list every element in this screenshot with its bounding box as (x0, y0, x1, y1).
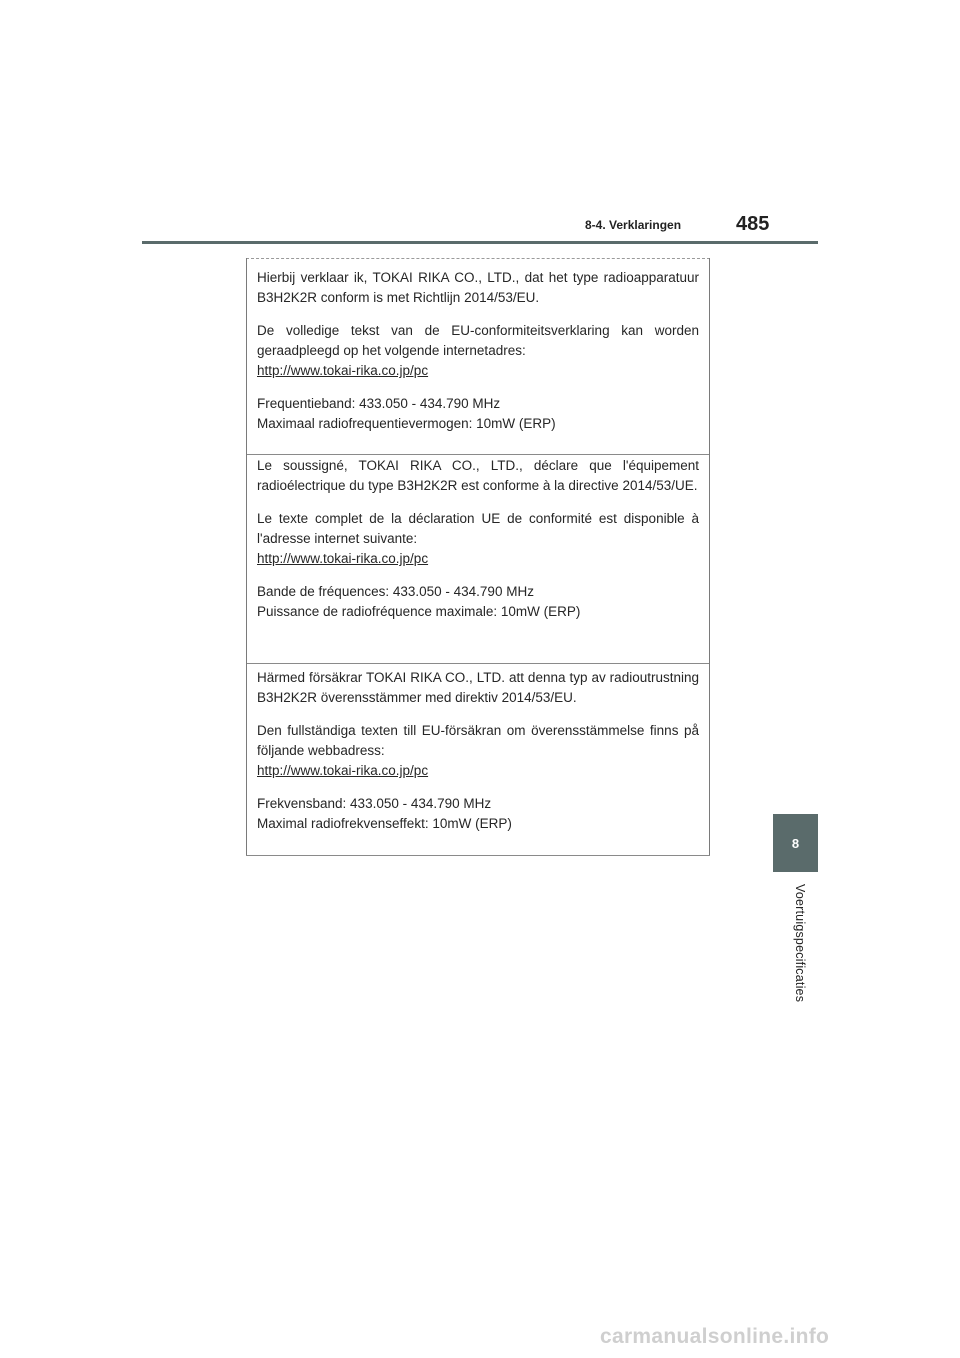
section-title: 8-4. Verklaringen (585, 218, 682, 232)
watermark: carmanualsonline.info (600, 1325, 830, 1348)
block-separator (247, 454, 709, 455)
declaration-block-swedish (247, 668, 709, 834)
chapter-title: Voertuigspecificaties (793, 884, 807, 1003)
max-power: Maximal radiofrekvenseffekt: 10mW (ERP) (257, 816, 512, 831)
declaration-url[interactable]: http://www.tokai-rika.co.jp/pc (257, 763, 429, 778)
page-number: 485 (736, 213, 770, 235)
chapter-number: 8 (791, 835, 800, 851)
declaration-block-dutch (247, 268, 709, 434)
declaration-fulltext-note: Le texte complet de la déclaration UE de conformité est disponible à l'adresse internet suivante: (257, 511, 699, 546)
frequency-band: Bande de fréquences: 433.050 - 434.790 MHz (257, 584, 534, 599)
declaration-statement: Hierbij verklaar ik, TOKAI RIKA CO., LTD., dat het type radioapparatuur B3H2K2R conform is met Richtlijn 2014/53/EU. (257, 270, 699, 305)
max-power: Maximaal radiofrequentievermogen: 10mW (ERP) (257, 416, 556, 431)
declaration-fulltext-note: Den fullständiga texten till EU-försäkran om överensstämmelse finns på följande webbadress: (257, 723, 699, 758)
frequency-band: Frequentieband: 433.050 - 434.790 MHz (257, 396, 501, 411)
declaration-box (246, 258, 710, 856)
declaration-block-french (247, 456, 709, 622)
frequency-band: Frekvensband: 433.050 - 434.790 MHz (257, 796, 492, 811)
max-power: Puissance de radiofréquence maximale: 10mW (ERP) (257, 604, 581, 619)
chapter-tab[interactable] (773, 814, 818, 872)
declaration-box-bottom-border (246, 855, 710, 856)
declaration-fulltext-note: De volledige tekst van de EU-conformiteitsverklaring kan worden geraadpleegd op het volgende internetadres: (257, 323, 699, 358)
declaration-statement: Le soussigné, TOKAI RIKA CO., LTD., déclare que l'équipement radioélectrique du type B3H2K2R est conforme à la directive 2014/53/UE. (257, 458, 699, 493)
header-rule (142, 241, 818, 244)
declaration-url[interactable]: http://www.tokai-rika.co.jp/pc (257, 363, 429, 378)
declaration-statement: Härmed försäkrar TOKAI RIKA CO., LTD. att denna typ av radioutrustning B3H2K2R överensstämmer med direktiv 2014/53/EU. (257, 670, 699, 705)
declaration-url[interactable]: http://www.tokai-rika.co.jp/pc (257, 551, 429, 566)
block-separator (247, 663, 709, 664)
